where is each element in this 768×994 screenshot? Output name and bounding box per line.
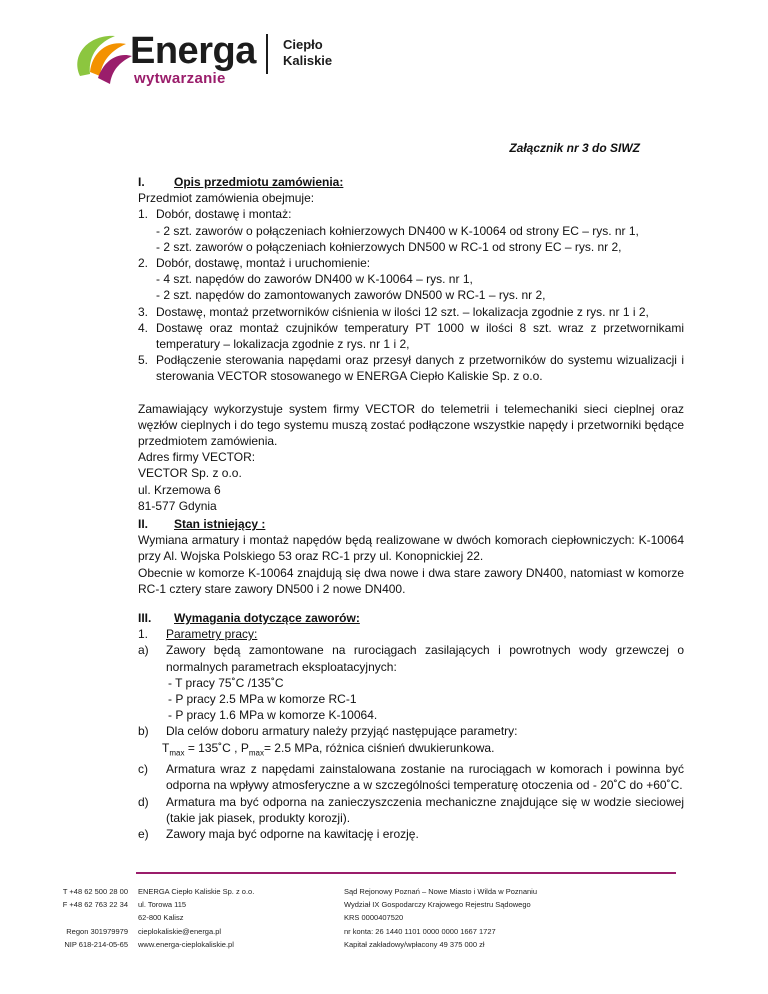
list-subitem: - 4 szt. napędów do zaworów DN400 w K-10064 – rys. nr 1, — [156, 272, 473, 287]
list-item: b) Dla celów doboru armatury należy przyjąć następujące parametry: — [138, 724, 518, 739]
list-item: c) Armatura wraz z napędami zainstalowana zostanie na rurociągach w komorach i powinna być odporna na wpływy atmosferyczne a w szczególności temperaturę otoczenia od - 20˚C do +60˚C. — [138, 762, 684, 793]
footer-registry: Sąd Rejonowy Poznań – Nowe Miasto i Wilda w Poznaniu Wydział IX Gospodarczy Krajowego Rejestru Sądowego KRS 0000407520 nr konta: 26 1440 1101 0000 0000 1667 1727 Kapitał zakładowy/wpłacony 49 375 000 zł — [344, 887, 538, 949]
section-1-intro: Przedmiot zamówienia obejmuje: — [138, 191, 315, 206]
list-item: 1. Parametry pracy: — [138, 627, 258, 642]
list-item: 1. Dobór, dostawę i montaż: — [138, 207, 292, 222]
list-item: e) Zawory maja być odporne na kawitację i erozję. — [138, 827, 419, 842]
list-subitem: - P pracy 2.5 MPa w komorze RC-1 — [168, 692, 357, 707]
list-item: a) Zawory będą zamontowane na rurociągach zasilających i powrotnych wody grzewczej o normalnych parametrach eksploatacyjnych: — [138, 643, 684, 674]
list-subitem: - T pracy 75˚C /135˚C — [168, 675, 284, 690]
section-3-heading: III. Wymagania dotyczące zaworów: — [138, 611, 360, 625]
section-1-heading: I. Opis przedmiotu zamówienia: — [138, 175, 344, 189]
list-item: 2. Dobór, dostawę, montaż i uruchomienie: — [138, 256, 371, 271]
address-line: VECTOR Sp. z o.o. — [138, 466, 242, 481]
footer-phone: T +48 62 500 28 00 — [62, 887, 128, 896]
footer-website[interactable]: www.energa-cieplokaliskie.pl — [138, 940, 234, 949]
footer-company: ENERGA Ciepło Kaliskie Sp. z o.o. ul. Torowa 115 62-800 Kalisz cieplokaliskie@energa.pl www.energa-cieplokaliskie.pl — [138, 885, 328, 951]
unit-line2: Kaliskie — [283, 53, 333, 68]
footer-regon: Regon 301979979 — [66, 927, 128, 936]
footer-email[interactable]: cieplokaliskie@energa.pl — [138, 927, 222, 936]
annex-label: Załącznik nr 3 do SIWZ — [509, 141, 640, 155]
address-line: Adres firmy VECTOR: — [138, 450, 256, 465]
logo — [60, 24, 140, 94]
brand-subtitle: wytwarzanie — [134, 70, 226, 87]
address-line: ul. Krzemowa 6 — [138, 482, 221, 497]
section-2 — [138, 516, 684, 597]
list-subitem: - 2 szt. zaworów o połączeniach kołnierzowych DN500 w RC-1 od strony EC – rys. nr 2, — [156, 239, 622, 254]
section-2-heading: II. Stan istniejący : — [138, 517, 266, 531]
section-3 — [138, 610, 684, 842]
vector-paragraph: Zamawiający wykorzystuje system firmy VECTOR do telemetrii i telemechaniki sieci cieplnej oraz węzłów cieplnych i do tego systemu muszą zostać podłączone wszystkie napędy i przetworniki będące przedmiotem zamówienia. — [138, 401, 684, 449]
unit-line1: Ciepło — [283, 37, 323, 52]
list-subitem: - 2 szt. napędów do zamontowanych zaworów DN500 w RC-1 – rys. nr 2, — [156, 288, 546, 303]
section-2-paragraph: Wymiana armatury i montaż napędów będą realizowane w dwóch komorach ciepłowniczych: K-10064 przy Al. Wojska Polskiego 53 oraz RC-1 przy ul. Konopnickiej 22. — [138, 533, 684, 564]
brand-name: Energa — [130, 30, 256, 72]
parameters-line: $T_{max}$ = 135˚C , $P_{max}= 2.5$ MPa, różnica ciśnień dwukierunkowa. — [162, 740, 495, 758]
section-1 — [138, 174, 684, 514]
footer-fax: F +48 62 763 22 34 — [62, 900, 128, 909]
logo-divider — [266, 34, 268, 74]
list-item: 3. Dostawę, montaż przetworników ciśnienia w ilości 12 szt. – lokalizacja zgodnie z rys. nr 1 i 2, — [138, 304, 649, 319]
section-2-paragraph: Obecnie w komorze K-10064 znajdują się dwa nowe i dwa stare zawory DN400, natomiast w komorze RC-1 cztery stare zawory DN500 i 2 nowe DN400. — [138, 565, 684, 596]
address-line: 81-577 Gdynia — [138, 498, 217, 513]
footer-divider — [136, 872, 676, 874]
footer-nip: NIP 618-214-05-65 — [64, 940, 128, 949]
list-item: 4. Dostawę oraz montaż czujników temperatury PT 1000 w ilości 8 szt. wraz z przetwornikami temperatury – lokalizacja zgodnie z rys. nr 1 i 2, — [138, 320, 684, 352]
list-item: 5. Podłączenie sterowania napędami oraz przesył danych z przetworników do systemu wizualizacji i sterowania VECTOR stosowanego w ENERGA Ciepło Kaliskie Sp. z o.o. — [138, 353, 684, 384]
list-item: d) Armatura ma być odporna na zanieczyszczenia mechaniczne znajdujące się w wodzie sieciowej (takie jak piasek, produkty korozji). — [138, 794, 684, 825]
logo-swirl-icon — [60, 24, 140, 94]
footer-contact — [50, 885, 128, 951]
unit-name — [283, 37, 332, 69]
list-subitem: - 2 szt. zaworów o połączeniach kołnierzowych DN400 w K-10064 od strony EC – rys. nr 1, — [156, 223, 639, 238]
list-subitem: - P pracy 1.6 MPa w komorze K-10064. — [168, 708, 378, 723]
